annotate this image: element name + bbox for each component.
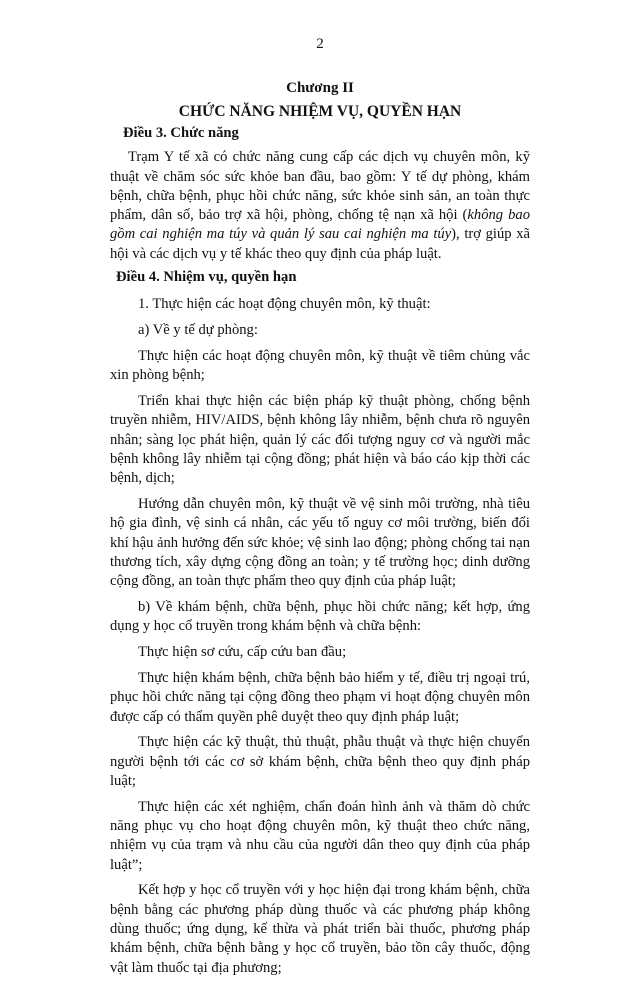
article-3-text-a: Trạm Y tế xã có chức năng cung cấp các dịch vụ chuyên môn, kỹ thuật về chăm sóc sức khỏe ban đầu, bao gồm: Y tế dự phòng, khám bệnh, chữa bệnh, phục hồi chức năng, sức khỏe sinh sản, an toàn thực phẩm, dân số, bảo trợ xã hội, phòng, chống tệ nạn xã hội (	[110, 149, 530, 224]
page-number: 2	[316, 36, 324, 52]
chapter-title: CHỨC NĂNG NHIỆM VỤ, QUYỀN HẠN	[178, 103, 462, 120]
article-3-text-b: ), trợ giúp xã hội và các dịch vụ y tế khác theo quy định của pháp luật.	[110, 226, 530, 262]
document-body	[110, 124, 530, 984]
paragraph-10: Thực hiện các xét nghiệm, chẩn đoán hình ảnh và thăm dò chức năng phục vụ cho hoạt động chuyên môn, kỹ thuật theo chức năng, nhiệm vụ của trạm và nhu cầu của người dân theo quy định của pháp luật”;	[110, 798, 530, 873]
article-4-heading: Điều 4. Nhiệm vụ, quyền hạn	[116, 269, 297, 286]
article-3-paragraph	[110, 148, 530, 264]
article-3-heading: Điều 3. Chức năng	[123, 125, 239, 141]
paragraph-9: Thực hiện các kỹ thuật, thủ thuật, phẫu thuật và thực hiện chuyển người bệnh tới các cơ sở khám bệnh, chữa bệnh theo quy định pháp luật;	[110, 734, 530, 789]
paragraph-8: Thực hiện khám bệnh, chữa bệnh bảo hiểm y tế, điều trị ngoại trú, phục hồi chức năng tại cộng đồng theo phạm vi hoạt động chuyên môn được cấp có thẩm quyền phê duyệt theo quy định pháp luật;	[110, 669, 530, 725]
paragraph-5: Hướng dẫn chuyên môn, kỹ thuật về vệ sinh môi trường, nhà tiêu hộ gia đình, vệ sinh cá nhân, các yếu tố nguy cơ môi trường, biến đổi khí hậu ảnh hưởng đến sức khỏe; vệ sinh lao động; phòng chống tai nạn thương tích, xây dựng cộng đồng an toàn; y tế trường học; dinh dưỡng cộng đồng, an toàn thực phẩm theo quy định của pháp luật;	[110, 496, 530, 590]
paragraph-11: Kết hợp y học cổ truyền với y học hiện đại trong khám bệnh, chữa bệnh bằng các phương pháp dùng thuốc và các phương pháp không dùng thuốc; ứng dụng, kế thừa và phát triển bài thuốc, phương pháp khám bệnh, chữa bệnh bằng y học cổ truyền, bảo tồn cây thuốc, động vật làm thuốc tại địa phương;	[110, 882, 530, 976]
paragraph-6: b) Về khám bệnh, chữa bệnh, phục hồi chức năng; kết hợp, ứng dụng y học cổ truyền trong khám bệnh và chữa bệnh:	[110, 599, 530, 635]
paragraph-4: Triển khai thực hiện các biện pháp kỹ thuật phòng, chống bệnh truyền nhiễm, HIV/AIDS, bệnh không lây nhiễm, bệnh chưa rõ nguyên nhân; sàng lọc phát hiện, quản lý các đối tượng nguy cơ và người mắc bệnh không lây nhiễm tại cộng đồng; phát hiện và báo cáo kịp thời các bệnh, dịch;	[110, 393, 530, 487]
paragraph-3: Thực hiện các hoạt động chuyên môn, kỹ thuật về tiêm chủng vắc xin phòng bệnh;	[110, 347, 530, 384]
paragraph-2: a) Về y tế dự phòng:	[138, 322, 258, 339]
paragraph-7: Thực hiện sơ cứu, cấp cứu ban đầu;	[138, 644, 347, 661]
article-3-text-italic: không bao gồm cai nghiện ma túy và quản lý sau cai nghiện ma túy	[110, 207, 530, 243]
chapter-label: Chương II	[286, 80, 354, 96]
paragraph-1: 1. Thực hiện các hoạt động chuyên môn, kỹ thuật:	[138, 296, 431, 313]
